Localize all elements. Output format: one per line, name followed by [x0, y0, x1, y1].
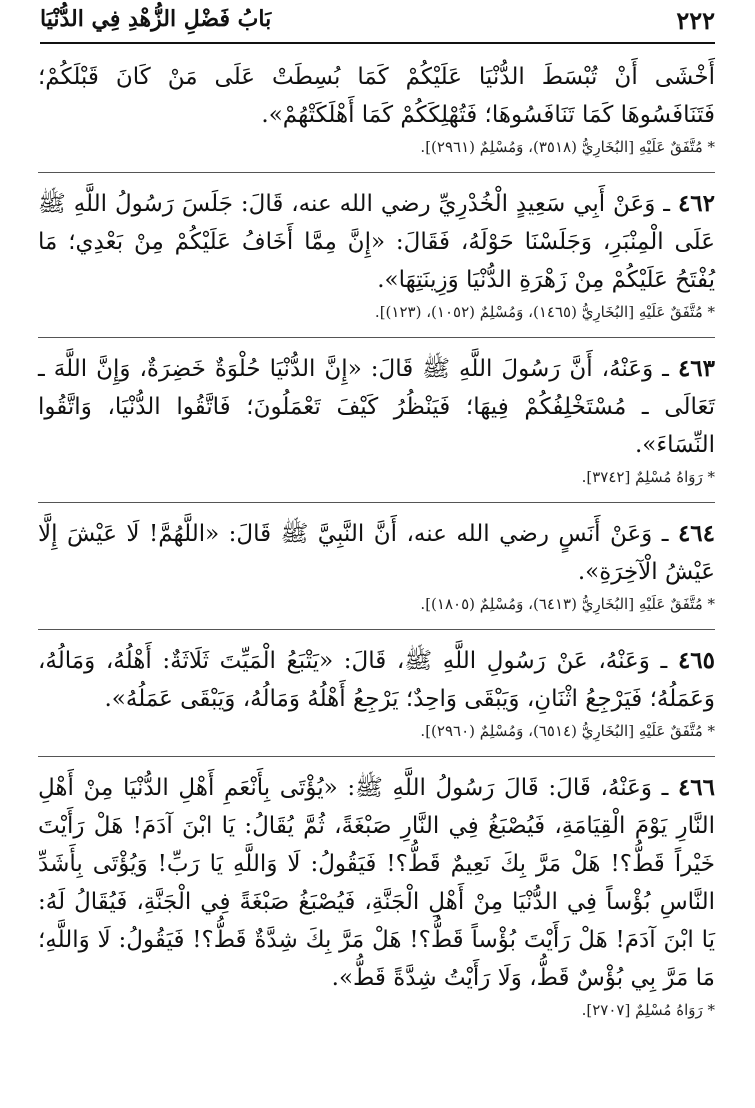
hadith-number: ٤٦٣ [677, 355, 715, 382]
hadith-block [38, 769, 715, 1023]
hadith-source: * مُتَّفَقٌ عَلَيْهِ [البُخَارِيُّ (٦٤١٣)، وَمُسْلِمٌ (١٨٠٥)]. [420, 595, 715, 613]
page-number: ٢٢٢ [676, 6, 715, 35]
hadith-source: * مُتَّفَقٌ عَلَيْهِ [البُخَارِيُّ (١٤٦٥)، وَمُسْلِمٌ (١٠٥٢)، (١٢٣)]. [374, 303, 715, 321]
divider [38, 629, 715, 630]
hadith-text: ٤٦٤ ـ وَعَنْ أَنَسٍ رضي الله عنه، أَنَّ النَّبِيَّ ﷺ قَالَ: «اللَّهُمَّ! لَا عَيْشَ إِلَّا عَيْشُ الْآخِرَةِ». [38, 520, 715, 585]
hadith-text: أَخْشَى أَنْ تُبْسَطَ الدُّنْيَا عَلَيْكُمْ كَمَا بُسِطَتْ عَلَى مَنْ كَانَ قَبْلَكُمْ؛ فَتَنَافَسُوهَا كَمَا تَنَافَسُوهَا؛ فَتُهْلِكَكُمْ كَمَا أَهْلَكَتْهُمْ». [38, 64, 715, 128]
divider [38, 502, 715, 503]
hadith-text: ٤٦٢ ـ وَعَنْ أَبِي سَعِيدٍ الْخُدْرِيِّ رضي الله عنه، قَالَ: جَلَسَ رَسُولُ اللَّهِ ﷺ عَلَى الْمِنْبَرِ، وَجَلَسْنَا حَوْلَهُ، فَقَالَ: «إِنَّ مِمَّا أَخَافُ عَلَيْكُمْ مِنْ بَعْدِي؛ مَا يُفْتَحُ عَلَيْكُمْ مِنْ زَهْرَةِ الدُّنْيَا وَزِينَتِهَا». [38, 190, 716, 293]
hadith-block [38, 350, 715, 490]
hadith-source: * مُتَّفَقٌ عَلَيْهِ [البُخَارِيُّ (٦٥١٤)، وَمُسْلِمٌ (٢٩٦٠)]. [420, 722, 715, 740]
hadith-source: * رَوَاهُ مُسْلِمٌ [٢٧٠٧]. [581, 1001, 715, 1019]
hadith-block [38, 185, 715, 325]
hadith-text: ٤٦٥ ـ وَعَنْهُ، عَنْ رَسُولِ اللَّهِ ﷺ، قَالَ: «يَتْبَعُ الْمَيِّتَ ثَلَاثَةٌ: أَهْلُهُ، وَمَالُهُ، وَعَمَلُهُ؛ فَيَرْجِعُ اثْنَانِ، وَيَبْقَى وَاحِدٌ؛ يَرْجِعُ أَهْلُهُ وَمَالُهُ، وَيَبْقَى عَمَلُهُ». [38, 647, 715, 712]
page-header [40, 0, 715, 44]
hadith-block [38, 515, 715, 617]
chapter-title: بَابُ فَضْلِ الزُّهْدِ فِي الدُّنْيَا [40, 6, 272, 32]
hadith-number: ٤٦٦ [677, 774, 716, 801]
hadith-source: * رَوَاهُ مُسْلِمٌ [٣٧٤٢]. [581, 468, 715, 486]
hadith-number: ٤٦٤ [677, 520, 715, 547]
divider [38, 172, 715, 173]
divider [38, 337, 715, 338]
hadith-block [38, 58, 715, 160]
divider [38, 756, 715, 757]
hadith-text: ٤٦٦ ـ وَعَنْهُ، قَالَ: قَالَ رَسُولُ اللَّهِ ﷺ: «يُؤْتَى بِأَنْعَمِ أَهْلِ الدُّنْيَا مِنْ أَهْلِ النَّارِ يَوْمَ الْقِيَامَةِ، فَيُصْبَغُ فِي النَّارِ صَبْغَةً، ثُمَّ يُقَالُ: يَا ابْنَ آدَمَ! هَلْ رَأَيْتَ خَيْراً قَطُّ؟! هَلْ مَرَّ بِكَ نَعِيمٌ قَطُّ؟! فَيَقُولُ: لَا وَاللَّهِ يَا رَبِّ! وَيُؤْتَى بِأَشَدِّ النَّاسِ بُؤْساً فِي الدُّنْيَا مِنْ أَهْلِ الْجَنَّةِ، فَيُصْبَغُ صَبْغَةً فِي الْجَنَّةِ، فَيُقَالُ لَهُ: يَا ابْنَ آدَمَ! هَلْ رَأَيْتَ بُؤْساً قَطُّ؟! هَلْ مَرَّ بِكَ شِدَّةٌ قَطُّ؟! فَيَقُولُ: لَا وَاللَّهِ؛ مَا مَرَّ بِي بُؤْسٌ قَطُّ، وَلَا رَأَيْتُ شِدَّةً قَطُّ». [38, 774, 716, 991]
hadith-number: ٤٦٢ [677, 190, 716, 217]
hadith-block [38, 642, 715, 744]
hadith-number: ٤٦٥ [677, 647, 715, 674]
hadith-text: ٤٦٣ ـ وَعَنْهُ، أَنَّ رَسُولَ اللَّهِ ﷺ قَالَ: «إِنَّ الدُّنْيَا حُلْوَةٌ خَضِرَةٌ، وَإِنَّ اللَّهَ ـ تَعَالَى ـ مُسْتَخْلِفُكُمْ فِيهَا؛ فَيَنْظُرُ كَيْفَ تَعْمَلُونَ؛ فَاتَّقُوا الدُّنْيَا، وَاتَّقُوا النِّسَاءَ». [38, 355, 715, 458]
page-body [38, 58, 715, 1023]
hadith-source: * مُتَّفَقٌ عَلَيْهِ [البُخَارِيُّ (٣٥١٨)، وَمُسْلِمٌ (٢٩٦١)]. [420, 138, 715, 156]
